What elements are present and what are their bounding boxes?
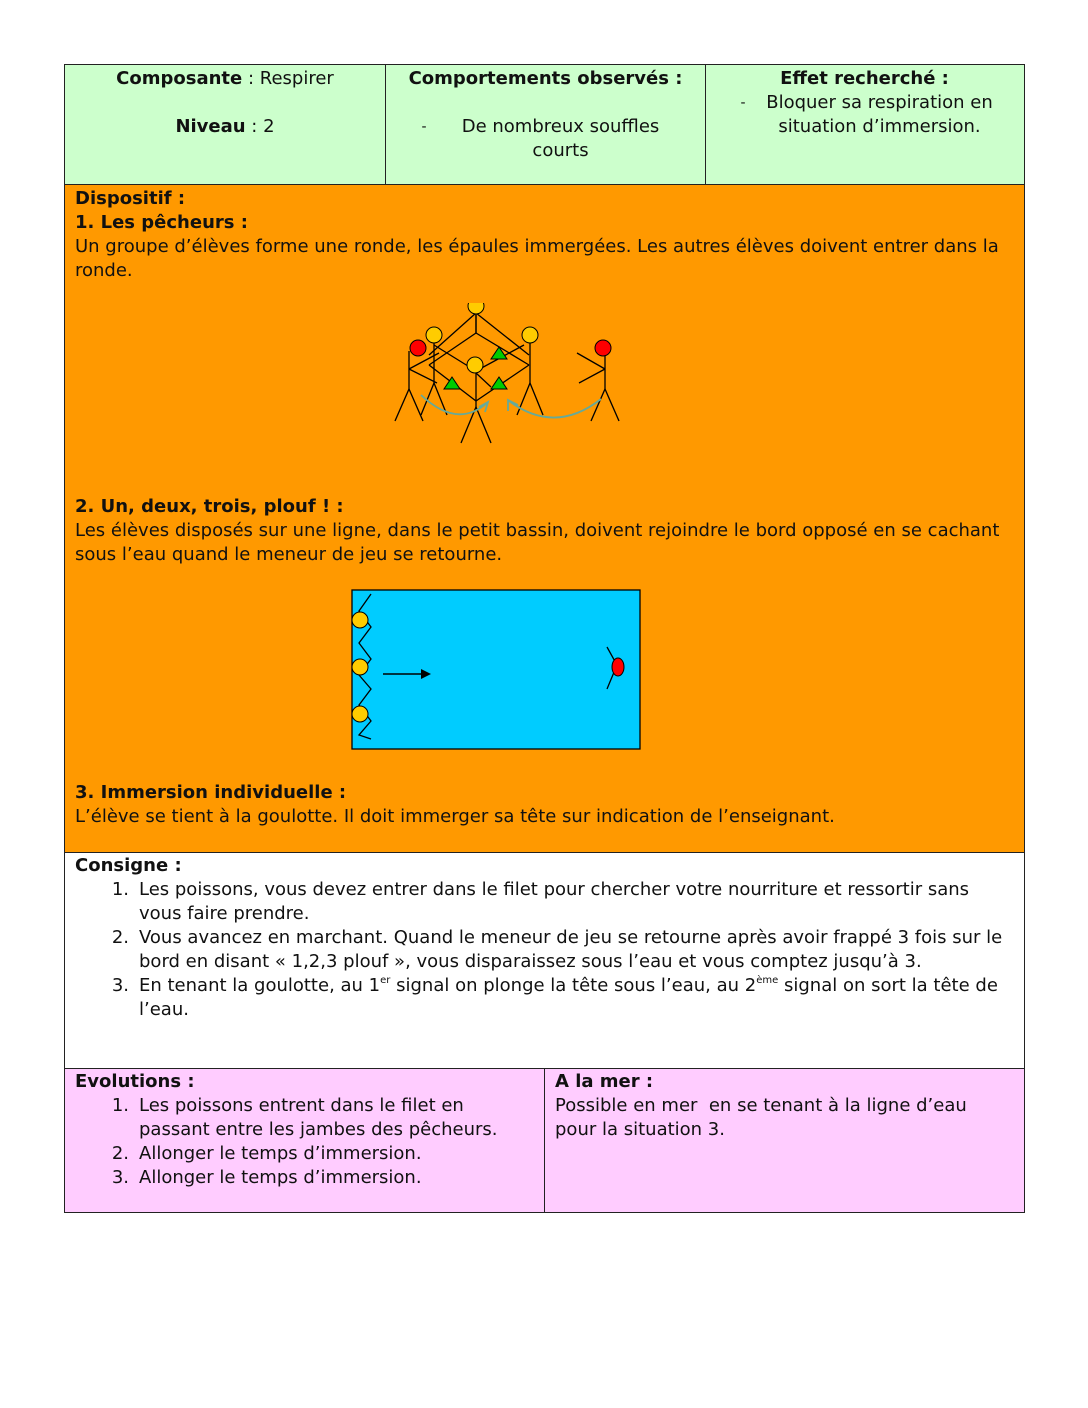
item-text-part: signal on plonge la tête sous l’eau, au 2 [390,975,757,996]
dispositif-title: Dispositif : [75,188,186,209]
consigne-list [75,878,1014,1022]
section-1-title: 1. Les pêcheurs : [75,212,248,233]
effet-cell [705,65,1023,184]
effet-title: Effet recherché : [780,68,949,89]
student-yellow-icon [426,327,442,343]
evolutions-title: Evolutions : [75,1071,195,1092]
composante-label: Composante [116,68,243,89]
superscript: er [380,975,391,986]
list-item [75,1166,534,1190]
student-yellow-icon [467,357,483,373]
student-red-icon [595,340,611,356]
section-3-text: L’élève se tient à la goulotte. Il doit immerger sa tête sur indication de l’enseignant. [75,806,835,827]
arrow-left-icon [421,395,487,414]
item-number: 1. [111,1095,129,1116]
composante-cell [65,65,385,184]
item-number: 3. [111,975,129,996]
item-number: 2. [111,927,129,948]
list-item [75,1094,534,1142]
evolutions-row [64,1069,1025,1213]
comportements-cell [385,65,705,184]
composante-line [73,67,377,91]
item-text: Allonger le temps d’immersion. [139,1143,422,1164]
list-item [75,1142,534,1166]
section-2-text: Les élèves disposés sur une ligne, dans le petit bassin, doivent rejoindre le bord opposé en se cachant sous l’eau quand le meneur de jeu se retourne. [75,520,1000,565]
section-1-text: Un groupe d’élèves forme une ronde, les épaules immergées. Les autres élèves doivent entrer dans la ronde. [75,236,999,281]
superscript: ème [756,975,779,986]
student-yellow-icon [352,659,368,675]
fiche-table [64,64,1025,1213]
header-row [64,64,1025,185]
niveau-label: Niveau [175,116,246,137]
pool-rect [352,590,640,749]
arrow-right-icon [509,399,601,418]
section-3 [75,781,1014,829]
dispositif-section [64,185,1025,853]
niveau-line [73,115,377,139]
effet-item [714,91,1015,139]
composante-value: Respirer [259,68,334,89]
comportements-title: Comportements observés : [408,68,683,89]
item-number: 1. [111,879,129,900]
student-yellow-icon [352,706,368,722]
item-text-part: signal on sort la tête de l’eau. [139,975,998,1020]
meneur-red-icon [612,658,624,676]
student-red-icon [410,340,426,356]
niveau-value: 2 [263,116,275,137]
composante-sep: : [242,68,260,89]
section-3-title: 3. Immersion individuelle : [75,782,347,803]
item-number: 3. [111,1167,129,1188]
item-text-part: En tenant la goulotte, au 1 [139,975,381,996]
effet-text: Bloquer sa respiration en situation d’immersion. [766,92,993,137]
dash-bullet: - [421,119,427,135]
item-number: 2. [111,1143,129,1164]
niveau-sep: : [245,116,264,137]
pool-diagram [351,589,643,753]
comportements-text: De nombreux souffles courts [461,116,660,161]
list-item [75,926,1014,974]
evolutions-list [75,1094,534,1190]
student-yellow-icon [352,612,368,628]
item-text: Allonger le temps d’immersion. [139,1167,422,1188]
dash-bullet: - [740,95,746,111]
mer-title: A la mer : [555,1071,654,1092]
consigne-title: Consigne : [75,855,182,876]
comportements-item [394,115,697,163]
item-text [139,974,1014,1022]
item-text: Les poissons, vous devez entrer dans le filet pour chercher votre nourriture et ressortir sans vous faire prendre. [139,879,970,924]
mer-text: Possible en mer en se tenant à la ligne d’eau pour la situation 3. [555,1095,973,1140]
mer-cell [545,1069,1023,1212]
item-text: Les poissons entrent dans le filet en passant entre les jambes des pêcheurs. [139,1095,498,1140]
student-yellow-icon [468,303,484,314]
list-item [75,974,1014,1022]
pecheur-left [421,343,447,415]
pecheurs-diagram-right [495,303,655,453]
item-text: Vous avancez en marchant. Quand le meneur de jeu se retourne après avoir frappé 3 fois sur le bord en disant « 1,2,3 plouf », vous disparaissez sous l’eau et vous comptez jusqu’à 3. [139,927,1003,972]
section-2 [75,495,1014,567]
evolutions-cell [65,1069,545,1212]
section-2-title: 2. Un, deux, trois, plouf ! : [75,496,344,517]
list-item [75,878,1014,926]
consigne-section [64,853,1025,1069]
